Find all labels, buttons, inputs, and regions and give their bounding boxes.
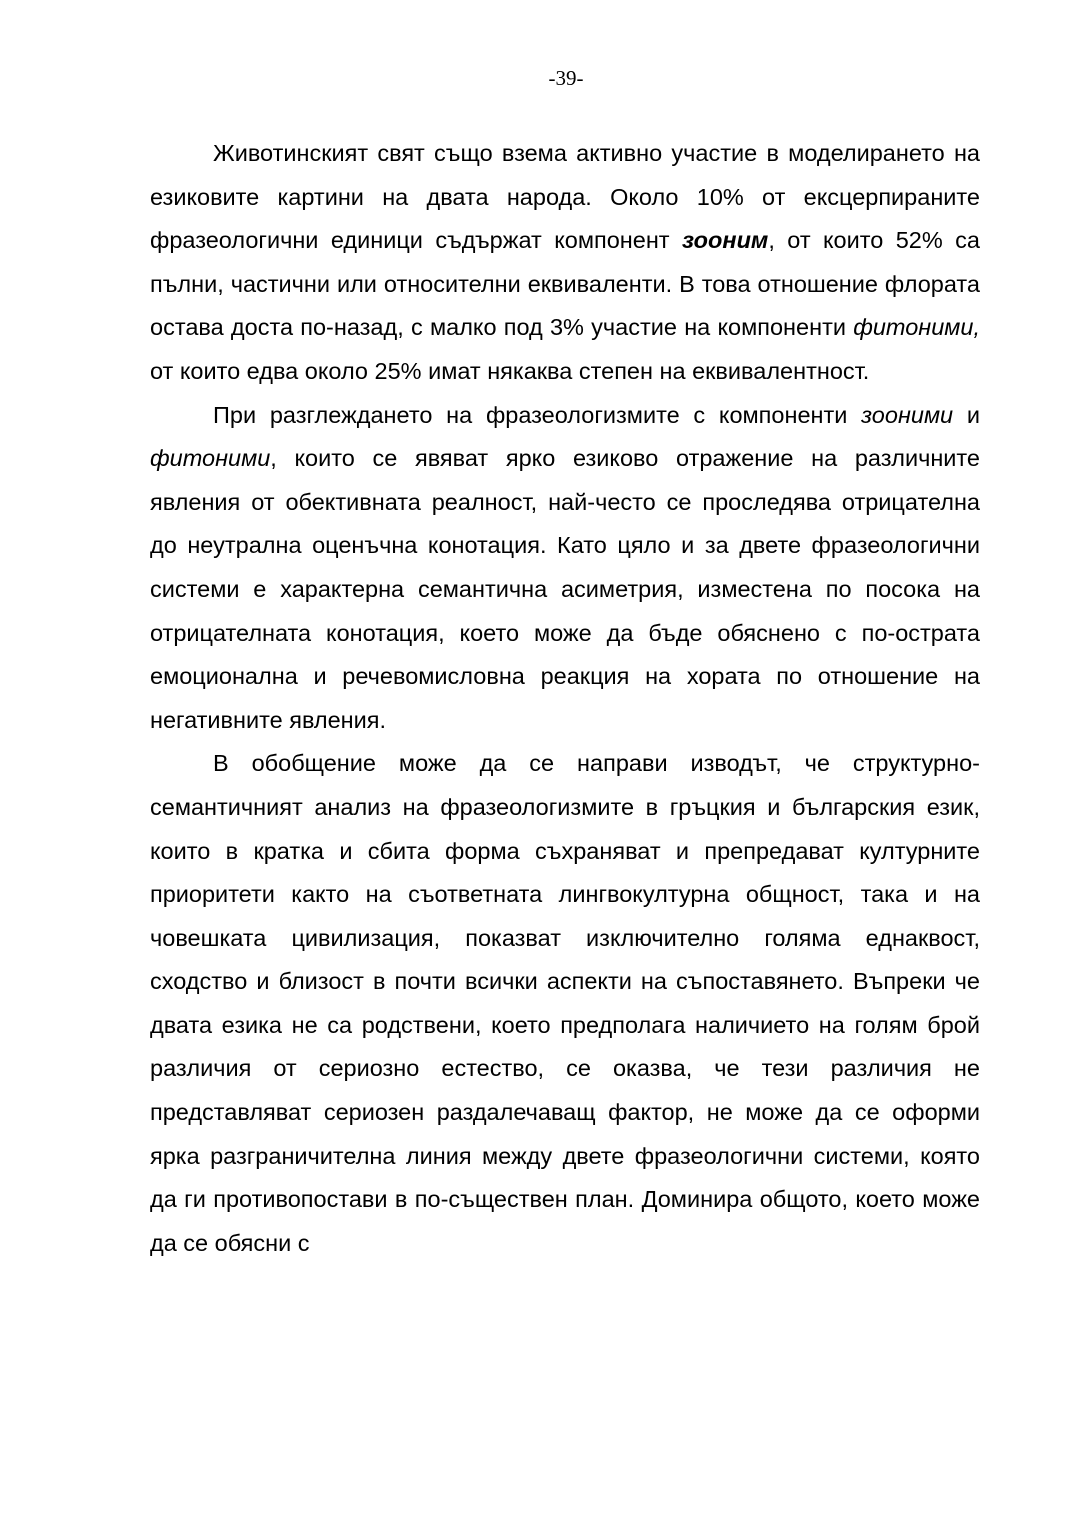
paragraph-connotation bbox=[150, 394, 980, 743]
paragraph-text: При разглеждането на фразеологизмите с компоненти bbox=[213, 401, 862, 428]
term-zoonim: зооним bbox=[681, 227, 769, 254]
page-number: -39- bbox=[548, 66, 584, 90]
paragraph-text: , които се явяват ярко езиково отражение на различните явления от обективната реалност, най-често се проследява отрицателна до неутрална оценъчна конотация. Като цяло и за двете фразеологични системи е характерна семантична асиметрия, изместена по посока на отрицателната конотация, което може да бъде обяснено с по-острата емоционална и речевомисловна реакция на хората по отношение на негативните явления. bbox=[150, 445, 980, 733]
paragraph-text: и bbox=[953, 401, 980, 428]
term-fitonimi: фитоними bbox=[150, 445, 271, 472]
paragraph-fauna bbox=[150, 132, 980, 394]
term-zoonimi: зооними bbox=[861, 401, 954, 428]
body-text bbox=[150, 132, 980, 1265]
paragraph-text: , от които 52% са пълни, частични или относителни еквиваленти. В това отношение флората остава доста по-назад, с малко под 3% участие на компоненти bbox=[150, 227, 980, 341]
paragraph-conclusion bbox=[150, 742, 980, 1265]
paragraph-text: В обобщение може да се направи изводът, че структурно-семантичният анализ на фразеологизмите в гръцкия и българския език, които в кратка и сбита форма съхраняват и препредават културните приоритети както на съответната лингвокултурна общност, така и на човешката цивилизация, показват изключително голяма еднаквост, сходство и близост в почти всички аспекти на съпоставянето. Въпреки че двата езика не са родствени, което предполага наличието на голям брой различия от сериозно естество, се оказва, че тези различия не представляват сериозен раздалечаващ фактор, не може да се оформи ярка разграничителна линия между двете фразеологични системи, която да ги противопостави в по-съществен план. Доминира общото, което може да се обясни с bbox=[150, 750, 980, 1256]
paragraph-text: от които едва около 25% имат някаква степен на еквивалентност. bbox=[150, 357, 870, 384]
paragraph-text: Животинският свят също взема активно участие в моделирането на езиковите картини на двата народа. Около 10% от ексцерпираните фразеологични единици съдържат компонент bbox=[150, 140, 980, 254]
term-fitonimi: фитоними, bbox=[853, 314, 980, 341]
